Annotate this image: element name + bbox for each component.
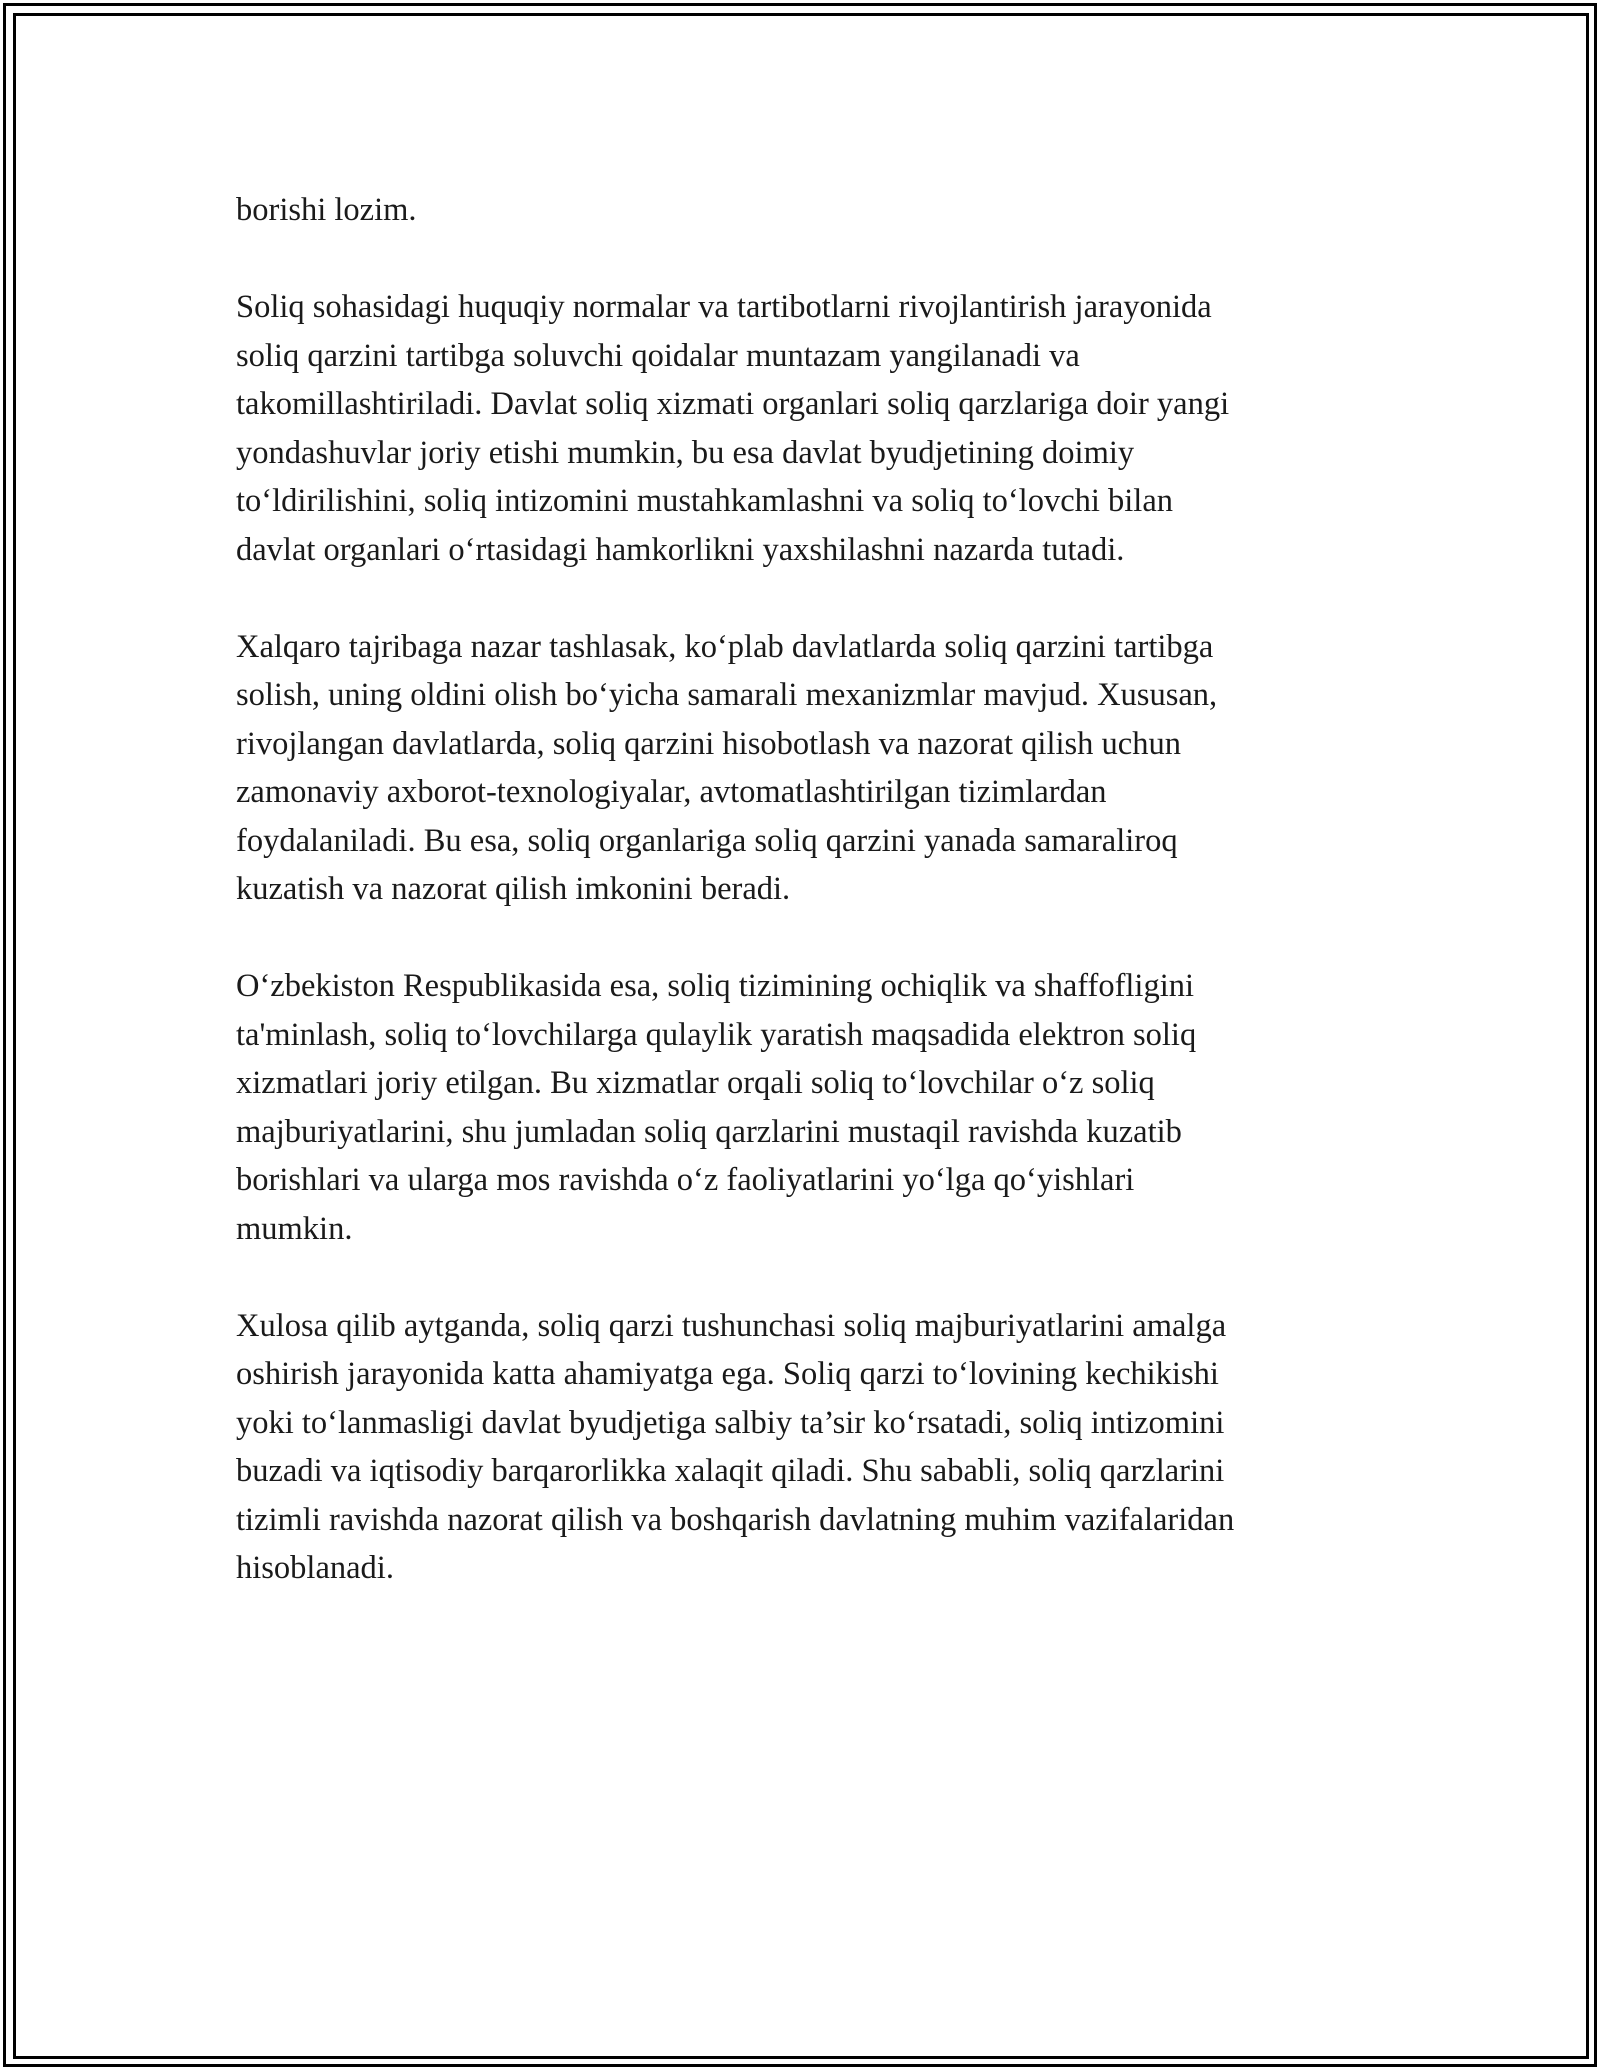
paragraph-1: borishi lozim. [236,192,417,228]
paragraph-4: O‘zbekiston Respublikasida esa, soliq tizimining ochiqlik va shaffofligini ta'minlash, soliq to‘lovchilarga qulaylik yaratish maqsadida elektron soliq xizmatlari joriy etilgan. Bu xizmatlar orqali soliq to‘lovchilar o‘z soliq majburiyatlarini, shu jumladan soliq qarzlarini mustaqil ravishda kuzatib borishlari va ularga mos ravishda o‘z faoliyatlarini yo‘lga qo‘yishlari mumkin. [236,968,1197,1247]
document-body [236,186,1386,1641]
paragraph-5: Xulosa qilib aytganda, soliq qarzi tushunchasi soliq majburiyatlarini amalga oshirish jarayonida katta ahamiyatga ega. Soliq qarzi to‘lovining kechikishi yoki to‘lanmasligi davlat byudjetiga salbiy ta’sir ko‘rsatadi, soliq intizomini buzadi va iqtisodiy barqarorlikka xalaqit qiladi. Shu sababli, soliq qarzlarini tizimli ravishda nazorat qilish va boshqarish davlatning muhim vazifalaridan hisoblanadi. [236,1307,1235,1586]
paragraph-3: Xalqaro tajribaga nazar tashlasak, ko‘plab davlatlarda soliq qarzini tartibga solish, uning oldini olish bo‘yicha samarali mexanizmlar mavjud. Xususan, rivojlangan davlatlarda, soliq qarzini hisobotlash va nazorat qilish uchun zamonaviy axborot-texnologiyalar, avtomatlashtirilgan tizimlardan foydalaniladi. Bu esa, soliq organlariga soliq qarzini yanada samaraliroq kuzatish va nazorat qilish imkonini beradi. [236,628,1218,907]
paragraph-2: Soliq sohasidagi huquqiy normalar va tartibotlarni rivojlantirish jarayonida soliq qarzini tartibga soluvchi qoidalar muntazam yangilanadi va takomillashtiriladi. Davlat soliq xizmati organlari soliq qarzlariga doir yangi yondashuvlar joriy etishi mumkin, bu esa davlat byudjetining doimiy to‘ldirilishini, soliq intizomini mustahkamlashni va soliq to‘lovchi bilan davlat organlari o‘rtasidagi hamkorlikni yaxshilashni nazarda tutadi. [236,289,1230,568]
